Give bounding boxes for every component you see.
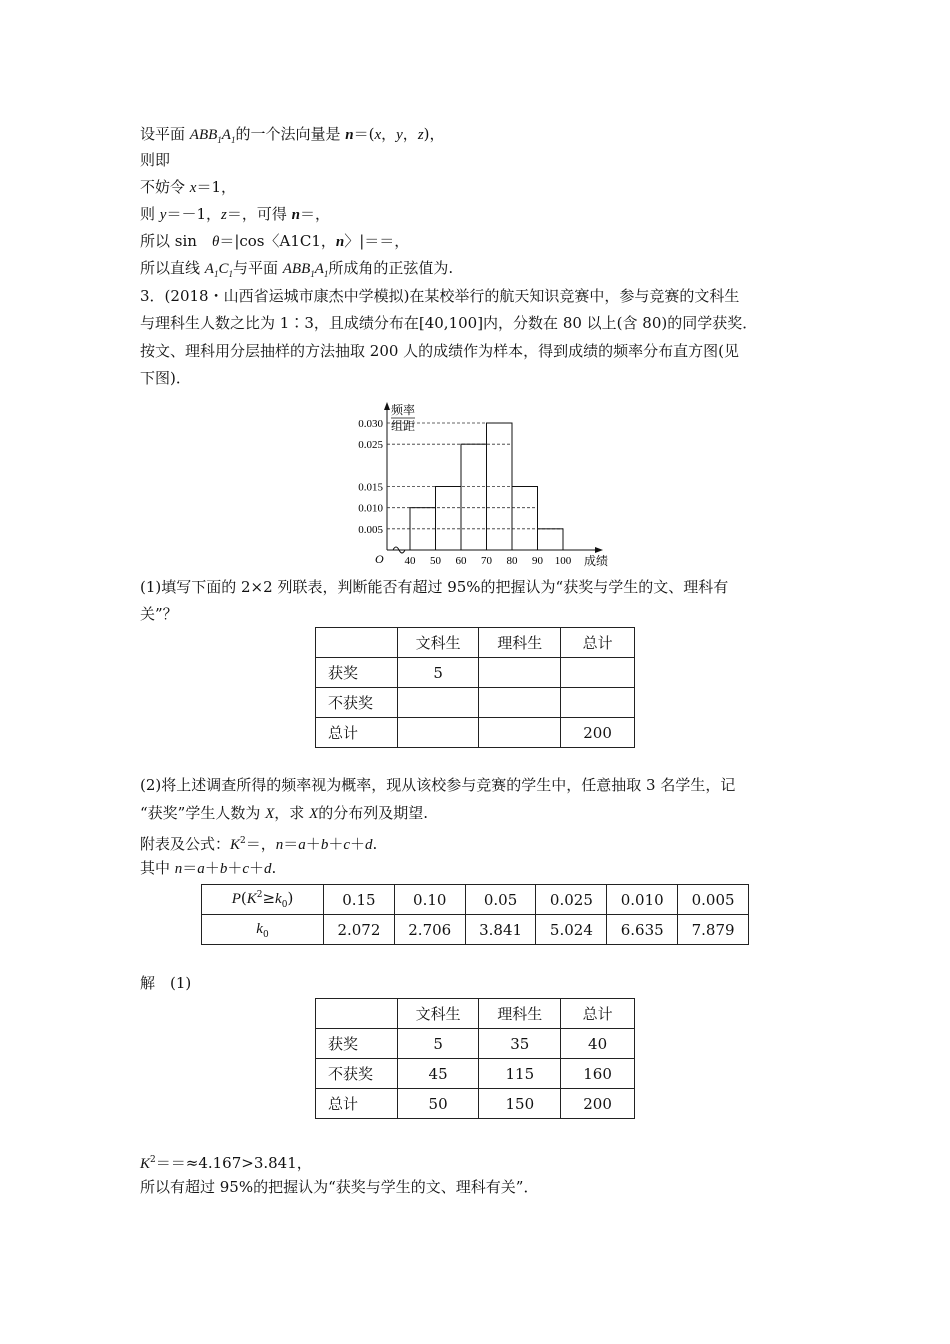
sin-theta-line: 所以 sin θ＝|cos〈A1C1，n〉|＝＝， bbox=[140, 232, 410, 250]
normal-vector-line: 设平面 $ABB_1A_1$的一个法向量是 n＝(x，y，z)， bbox=[140, 125, 445, 145]
table-row bbox=[202, 885, 749, 915]
y-label-bottom: 组距 bbox=[391, 419, 416, 433]
table-cell bbox=[479, 658, 561, 688]
histogram-bar bbox=[436, 487, 462, 550]
table-cell: 40 bbox=[561, 1029, 635, 1059]
table-cell: 35 bbox=[479, 1029, 561, 1059]
row-label: $P(K^2\ge k_0)$ bbox=[202, 885, 324, 915]
header-arts: 文科生 bbox=[397, 999, 479, 1029]
table-cell bbox=[316, 999, 398, 1029]
table-cell: 0.005 bbox=[678, 885, 749, 915]
x-tick-label: 90 bbox=[532, 555, 543, 567]
table-cell bbox=[561, 688, 635, 718]
table-cell: 150 bbox=[479, 1089, 561, 1119]
table-row bbox=[316, 1089, 635, 1119]
table-row bbox=[316, 688, 635, 718]
table-cell: 7.879 bbox=[678, 915, 749, 945]
part-1-line-2: 关”？ bbox=[140, 605, 178, 623]
where-n-line: 其中 n＝a＋b＋c＋d. bbox=[140, 859, 277, 877]
let-x-line: 不妨令 x＝1， bbox=[140, 178, 236, 196]
k-squared-line: $K^2==\approx 4.167>3.841$， bbox=[140, 1154, 312, 1172]
table-cell: 0.010 bbox=[607, 885, 678, 915]
part-1-line-1: (1)填写下面的 2×2 列联表，判断能否有超过 95%的把握认为“获奖与学生的文、理科有 bbox=[140, 578, 729, 596]
table-row bbox=[316, 718, 635, 748]
question-3-line-1: 3．(2018・山西省运城市康杰中学模拟)在某校举行的航天知识竞赛中，参与竞赛的文科生 bbox=[140, 287, 740, 305]
contingency-table-filled bbox=[315, 998, 635, 1119]
histogram-bar bbox=[512, 487, 538, 550]
table-cell bbox=[316, 628, 398, 658]
frequency-histogram bbox=[340, 398, 630, 570]
result-line: 所以直线 $A_1C_1$与平面 $ABB_1A_1$所成角的正弦值为. bbox=[140, 259, 454, 279]
table-cell: 2.072 bbox=[324, 915, 395, 945]
y-tick-label: 0.030 bbox=[358, 418, 383, 431]
origin-label: O bbox=[375, 552, 384, 566]
row-label: 获奖 bbox=[316, 1029, 398, 1059]
x-tick-label: 60 bbox=[455, 555, 467, 567]
table-cell: 3.841 bbox=[465, 915, 536, 945]
y-tick-label: 0.015 bbox=[358, 481, 383, 494]
table-cell: 160 bbox=[561, 1059, 635, 1089]
solve-yz-line: 则 y＝－1，z＝，可得 n＝， bbox=[140, 205, 330, 223]
solution-heading: 解 (1) bbox=[140, 974, 192, 992]
x-axis-arrow bbox=[595, 547, 603, 553]
table-cell bbox=[479, 688, 561, 718]
header-science: 理科生 bbox=[479, 628, 561, 658]
header-total: 总计 bbox=[561, 999, 635, 1029]
y-tick-label: 0.010 bbox=[358, 502, 383, 515]
table-cell bbox=[561, 658, 635, 688]
row-label: 不获奖 bbox=[316, 1059, 398, 1089]
x-tick-label: 50 bbox=[430, 555, 441, 567]
table-row bbox=[202, 915, 749, 945]
table-cell: 50 bbox=[397, 1089, 479, 1119]
y-tick-label: 0.005 bbox=[358, 523, 383, 536]
table-row bbox=[316, 999, 635, 1029]
x-tick-label: 80 bbox=[506, 555, 518, 567]
contingency-table-blank bbox=[315, 627, 635, 748]
table-cell: 5 bbox=[397, 1029, 479, 1059]
question-3-line-4: 下图)． bbox=[140, 369, 191, 387]
table-cell: 5.024 bbox=[536, 915, 607, 945]
part-2-line-1: (2)将上述调查所得的频率视为概率，现从该校参与竞赛的学生中，任意抽取 3 名学生，记 bbox=[140, 776, 736, 794]
conclusion-line: 所以有超过 95%的把握认为“获奖与学生的文、理科有关”． bbox=[140, 1178, 539, 1196]
row-label: $k_0$ bbox=[202, 915, 324, 945]
table-cell: 200 bbox=[561, 1089, 635, 1119]
histogram-bar bbox=[461, 444, 487, 550]
histogram-bar bbox=[538, 529, 564, 550]
critical-value-table bbox=[201, 884, 749, 945]
header-total: 总计 bbox=[561, 628, 635, 658]
table-cell bbox=[397, 688, 479, 718]
table-row bbox=[316, 1059, 635, 1089]
row-label: 不获奖 bbox=[316, 688, 398, 718]
table-cell: 45 bbox=[397, 1059, 479, 1089]
table-row bbox=[316, 628, 635, 658]
header-science: 理科生 bbox=[479, 999, 561, 1029]
header-arts: 文科生 bbox=[397, 628, 479, 658]
row-label: 总计 bbox=[316, 1089, 398, 1119]
x-axis-label: 成绩 bbox=[584, 554, 609, 568]
y-label-top: 频率 bbox=[391, 403, 416, 417]
part-2-line-2: “获奖”学生人数为 X，求 X的分布列及期望. bbox=[140, 804, 429, 822]
y-axis-arrow bbox=[384, 402, 390, 410]
y-tick-label: 0.025 bbox=[358, 439, 383, 452]
question-3-line-2: 与理科生人数之比为 1∶3，且成绩分布在[40,100]内，分数在 80 以上(含 80)的同学获奖． bbox=[140, 314, 758, 332]
table-row bbox=[316, 1029, 635, 1059]
row-label: 总计 bbox=[316, 718, 398, 748]
table-cell: 0.025 bbox=[536, 885, 607, 915]
table-row bbox=[316, 658, 635, 688]
table-cell: 2.706 bbox=[394, 915, 465, 945]
table-cell: 0.15 bbox=[324, 885, 395, 915]
x-tick-label: 70 bbox=[481, 555, 492, 567]
question-3-line-3: 按文、理科用分层抽样的方法抽取 200 人的成绩作为样本，得到成绩的频率分布直方图(见 bbox=[140, 342, 740, 360]
table-cell bbox=[479, 718, 561, 748]
table-cell bbox=[397, 718, 479, 748]
table-cell: 0.05 bbox=[465, 885, 536, 915]
table-cell: 200 bbox=[561, 718, 635, 748]
x-tick-label: 40 bbox=[404, 555, 416, 567]
x-tick-label: 100 bbox=[554, 555, 572, 567]
table-cell: 115 bbox=[479, 1059, 561, 1089]
table-cell: 5 bbox=[397, 658, 479, 688]
table-cell: 0.10 bbox=[394, 885, 465, 915]
then-line: 则即 bbox=[140, 151, 171, 169]
table-cell: 6.635 bbox=[607, 915, 678, 945]
row-label: 获奖 bbox=[316, 658, 398, 688]
formula-line: 附表及公式：$K^2=$，n＝a＋b＋c＋d. bbox=[140, 835, 378, 853]
